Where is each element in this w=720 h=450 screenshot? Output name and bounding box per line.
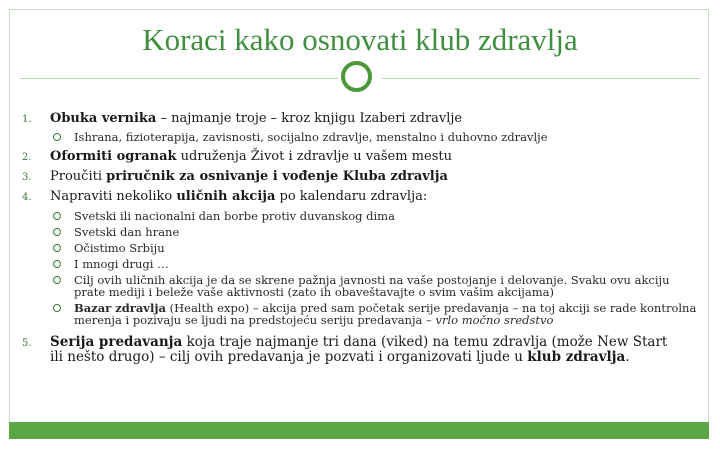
sub-item-text: Očistimo Srbiju: [74, 241, 165, 255]
item-text: Proučiti: [50, 169, 107, 184]
bullet-circle-icon: [50, 258, 74, 270]
sub-list-item: [50, 210, 702, 222]
bullet-circle-icon: [50, 131, 74, 143]
bullet-circle-icon: [50, 274, 74, 298]
item-number: 4.: [22, 192, 32, 203]
item-bold: Oformiti ogranak: [50, 149, 177, 164]
list-item: [22, 111, 702, 128]
footer-bar: [9, 422, 709, 439]
item-bold: priručnik za osnivanje i vođenje Kluba zdravlja: [106, 169, 448, 184]
item-number: 5.: [22, 338, 32, 349]
item-text: koja traje najmanje tri dana (viked) na temu zdravlja (može New Start ili nešto drugo) – cilj ovih predavanja je pozvati i organizovati ljude u: [50, 334, 668, 365]
bullet-circle-icon: [50, 242, 74, 254]
bullet-circle-icon: [50, 226, 74, 238]
list-item: [22, 169, 702, 186]
bazar-text: (Health expo) – akcija pred sam početak serije predavanja – na toj akciji se rade kontrolna merenja i pozivaju se ljudi na predstojeću seriju predavanja –: [74, 301, 697, 327]
circle-ornament-icon: [341, 61, 372, 92]
bullet-circle-icon: [50, 302, 74, 326]
sub-list-item: [50, 242, 702, 254]
bullet-circle-icon: [50, 210, 74, 222]
sub-item-text: I mnogi drugi …: [74, 257, 169, 271]
list-item: [22, 189, 702, 206]
slide-title: Koraci kako osnovati klub zdravlja: [142, 22, 578, 57]
sub-list-item: [50, 226, 702, 238]
item-number: 2.: [22, 152, 32, 163]
item-text: po kalendaru zdravlja:: [275, 189, 428, 204]
list-item: [22, 149, 702, 166]
slide-content: [22, 111, 702, 365]
item-text: udruženja Život i zdravlje u vašem mestu: [176, 149, 452, 164]
sub-item-text: Cilj ovih uličnih akcija je da se skrene pažnja javnosti na vaše postojanje i delovanje. Svaku ovu akciju prate mediji i beleže vaše aktivnosti (zato ih obaveštavajte o svim vašim akcijama): [74, 273, 670, 299]
bazar-bold: Bazar zdravlja: [74, 301, 166, 315]
item-bold: uličnih akcija: [176, 189, 276, 204]
item-bold: klub zdravlja: [527, 349, 626, 365]
item-bold: Obuka vernika: [50, 111, 157, 126]
title-divider-right: [382, 78, 700, 79]
title-divider-left: [20, 78, 338, 79]
item-text: .: [625, 349, 630, 365]
sub-item-text: Svetski ili nacionalni dan borbe protiv duvanskog dima: [74, 209, 395, 223]
item-text: Napraviti nekoliko: [50, 189, 177, 204]
item-number: 1.: [22, 114, 32, 125]
sub-list-item: [50, 302, 702, 326]
sub-list-item: [50, 258, 702, 270]
list-item: [22, 335, 702, 365]
sub-item-text: Ishrana, fizioterapija, zavisnosti, socijalno zdravlje, menstalno i duhovno zdravlje: [74, 130, 548, 144]
item-text: – najmanje troje – kroz knjigu Izaberi zdravlje: [156, 111, 463, 126]
sub-list-item: [50, 274, 702, 298]
item-bold: Serija predavanja: [50, 334, 183, 350]
sub-item-text: Svetski dan hrane: [74, 225, 180, 239]
bazar-italic: vrlo močno sredstvo: [435, 313, 554, 327]
item-number: 3.: [22, 172, 32, 183]
sub-list-item: [50, 131, 702, 143]
